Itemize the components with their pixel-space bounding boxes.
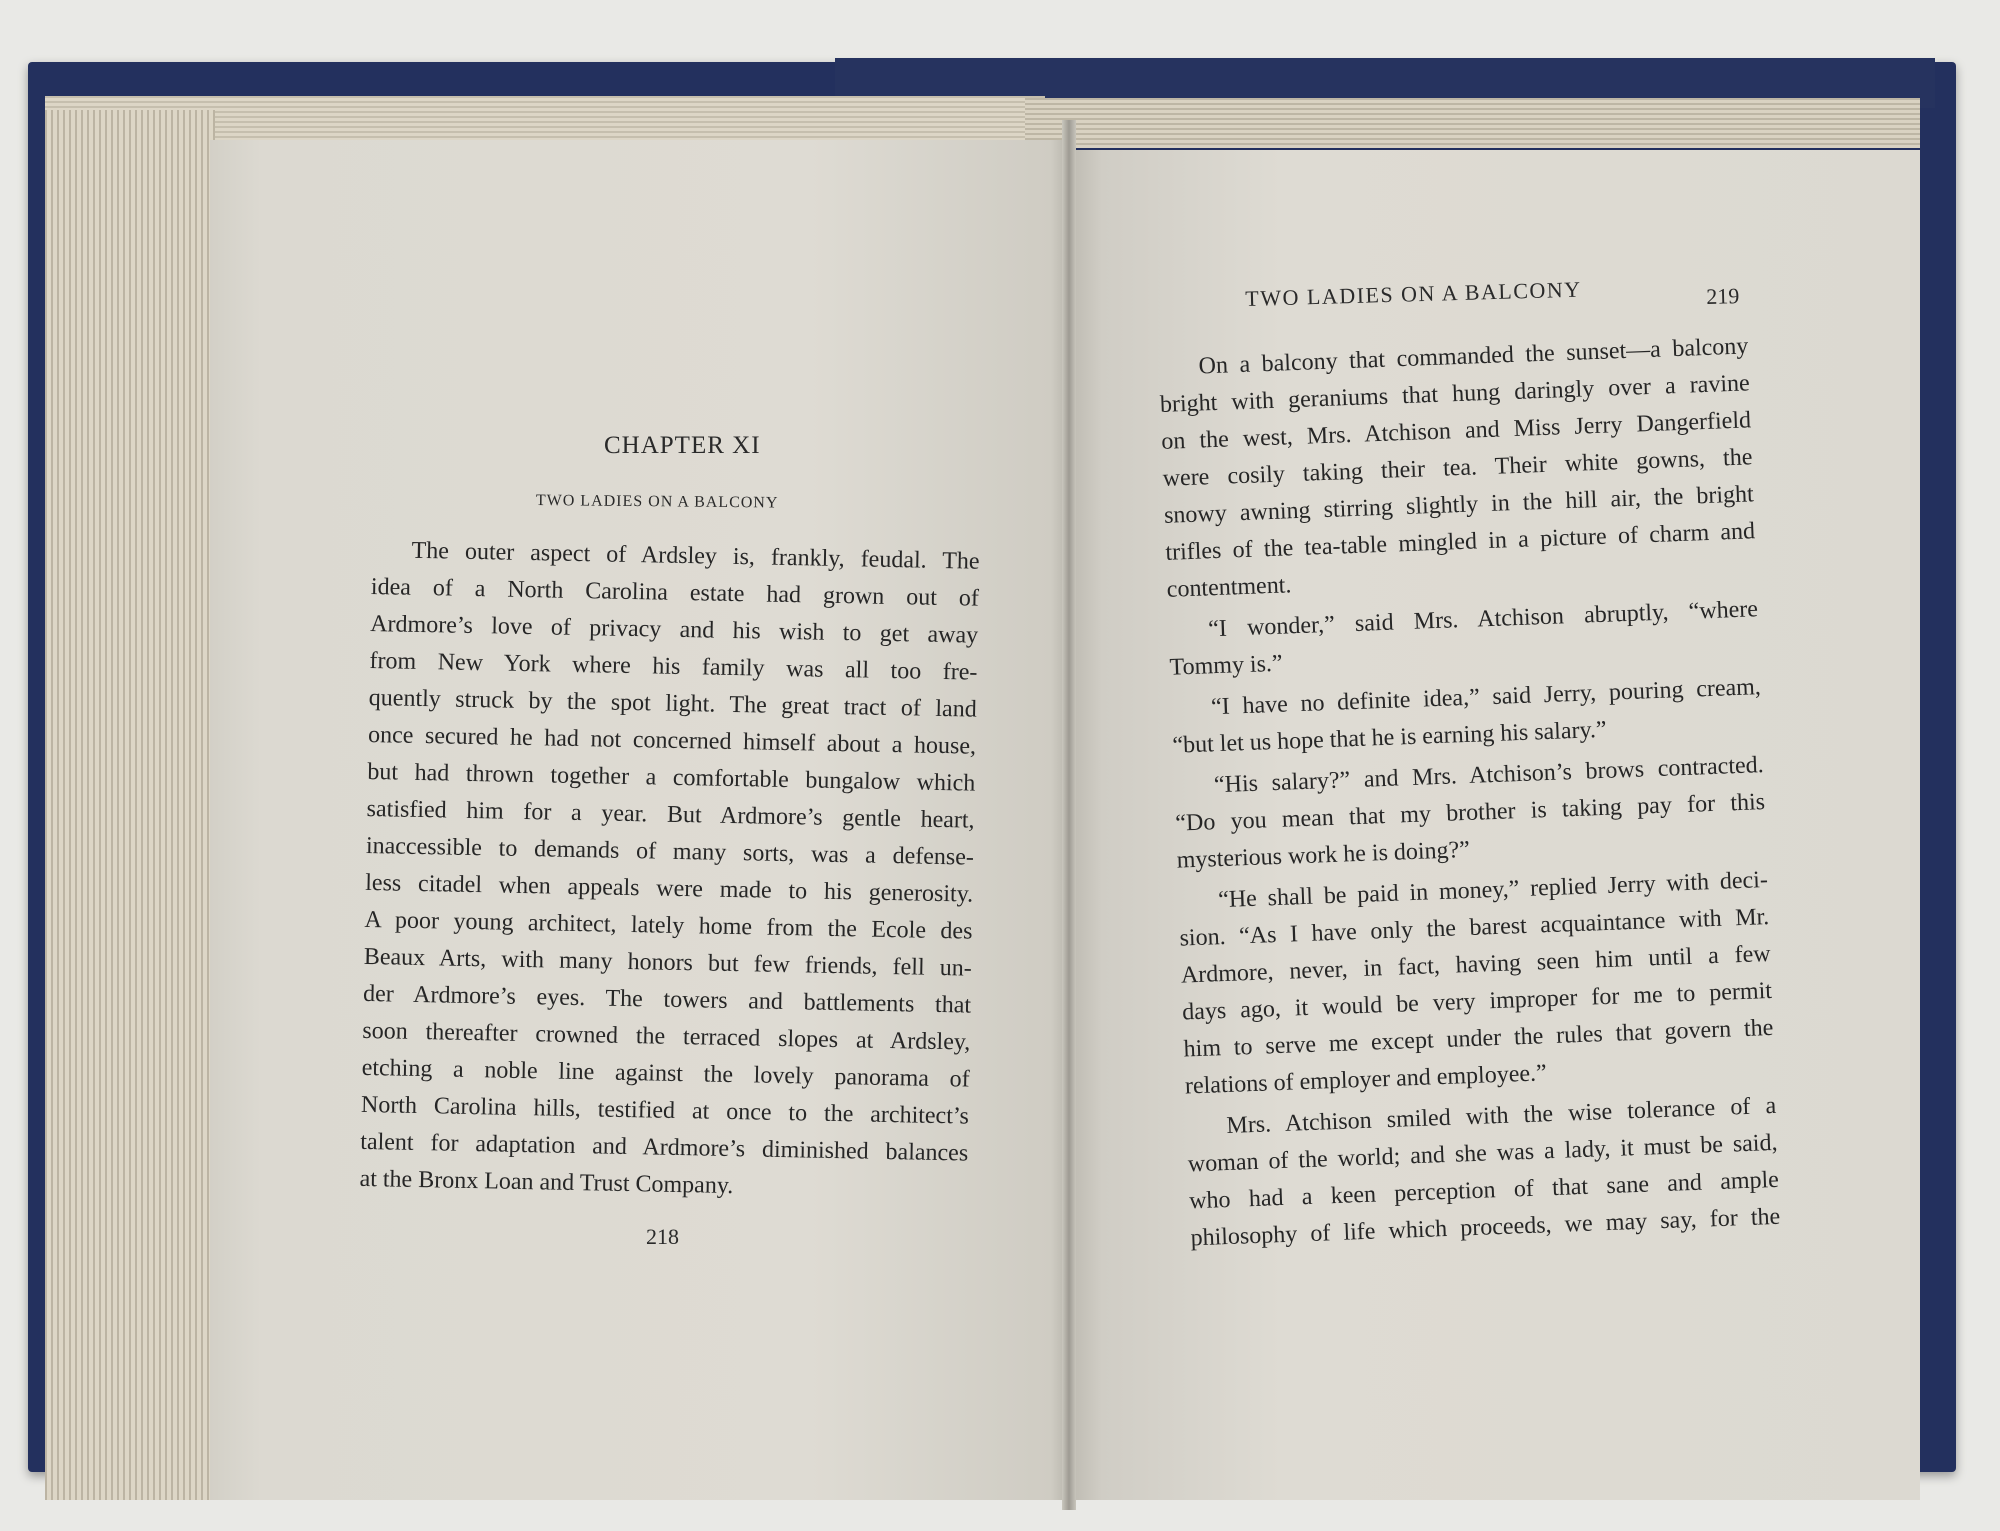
- text-line: “I wonder,” said Mrs. Atchison abruptly, “where: [1207, 596, 1759, 643]
- text-line: Mrs. Atchison smiled with the wise tolerance of a: [1226, 1092, 1777, 1140]
- left-page-body: [359, 532, 980, 1210]
- text-line: talent for adaptation and Ardmore’s diminished balances: [360, 1128, 969, 1167]
- text-line: A poor young architect, lately home from the Ecole des: [364, 906, 973, 945]
- text-line: less citadel when appeals were made to his generosity.: [365, 869, 974, 908]
- text-line: On a balcony that commanded the sunset—a balcony: [1198, 333, 1749, 380]
- page-edges-right: [1025, 98, 1920, 148]
- chapter-title: CHAPTER XI: [604, 432, 761, 459]
- text-line: days ago, it would be very improper for me to permit: [1181, 977, 1773, 1026]
- text-line: were cosily taking their tea. Their white gowns, the: [1162, 444, 1753, 492]
- page-edges-left-side: [45, 110, 215, 1500]
- text-line: “His salary?” and Mrs. Atchison’s brows contracted.: [1213, 752, 1765, 799]
- text-line: at the Bronx Loan and Trust Company.: [359, 1165, 734, 1200]
- text-line: relations of employer and employee.”: [1184, 1060, 1548, 1100]
- text-line: philosophy of life which proceeds, we may say, for the: [1190, 1203, 1781, 1252]
- text-line: contentment.: [1166, 572, 1292, 603]
- text-line: sion. “As I have only the barest acquaintance with Mr.: [1179, 903, 1770, 952]
- text-line: him to serve me except under the rules that govern the: [1183, 1014, 1774, 1063]
- book-gutter: [1062, 120, 1076, 1510]
- text-line: “He shall be paid in money,” replied Jerry with deci-: [1217, 867, 1769, 914]
- right-page-body: [1158, 328, 1781, 1257]
- running-head: TWO LADIES ON A BALCONY: [1245, 276, 1582, 311]
- text-line: idea of a North Carolina estate had grown out of: [370, 573, 980, 612]
- text-line: “Do you mean that my brother is taking pay for this: [1174, 789, 1766, 837]
- text-line: mysterious work he is doing?”: [1176, 836, 1471, 874]
- text-line: from New York where his family was all too fre-: [369, 647, 978, 686]
- text-line: on the west, Mrs. Atchison and Miss Jerry Dangerfield: [1160, 407, 1752, 455]
- text-line: inaccessible to demands of many sorts, was a defense-: [365, 832, 975, 871]
- text-line: “but let us hope that he is earning his salary.”: [1172, 716, 1608, 759]
- text-line: once secured he had not concerned himself about a house,: [367, 721, 977, 760]
- text-line: but had thrown together a comfortable bungalow which: [367, 758, 976, 797]
- text-line: bright with geraniums that hung daringly over a ravine: [1159, 370, 1751, 418]
- text-line: The outer aspect of Ardsley is, frankly, feudal. The: [411, 537, 980, 575]
- text-line: Ardmore’s love of privacy and his wish to get away: [369, 610, 979, 649]
- page-number-right: 219: [1706, 283, 1740, 309]
- text-line: snowy awning stirring slightly in the hill air, the bright: [1163, 481, 1755, 529]
- chapter-subtitle: TWO LADIES ON A BALCONY: [535, 492, 779, 512]
- text-line: etching a noble line against the lovely panorama of: [361, 1054, 970, 1093]
- text-line: Beaux Arts, with many honors but few friends, fell un-: [363, 943, 972, 982]
- text-line: quently struck by the spot light. The great tract of land: [368, 684, 977, 723]
- text-line: satisfied him for a year. But Ardmore’s gentle heart,: [366, 795, 975, 834]
- text-line: who had a keen perception of that sane and ample: [1188, 1166, 1780, 1215]
- text-line: “I have no definite idea,” said Jerry, pouring cream,: [1210, 674, 1762, 721]
- text-line: North Carolina hills, testified at once to the architect’s: [360, 1091, 970, 1130]
- text-line: soon thereafter crowned the terraced slopes at Ardsley,: [362, 1017, 971, 1056]
- text-line: Ardmore, never, in fact, having seen him until a few: [1180, 940, 1772, 989]
- text-line: Tommy is.”: [1169, 650, 1284, 681]
- page-number-left: 218: [646, 1224, 679, 1249]
- text-line: der Ardmore’s eyes. The towers and battlements that: [362, 980, 972, 1019]
- text-line: trifles of the tea-table mingled in a picture of charm and: [1164, 518, 1756, 566]
- text-line: woman of the world; and she was a lady, it must be said,: [1187, 1129, 1778, 1178]
